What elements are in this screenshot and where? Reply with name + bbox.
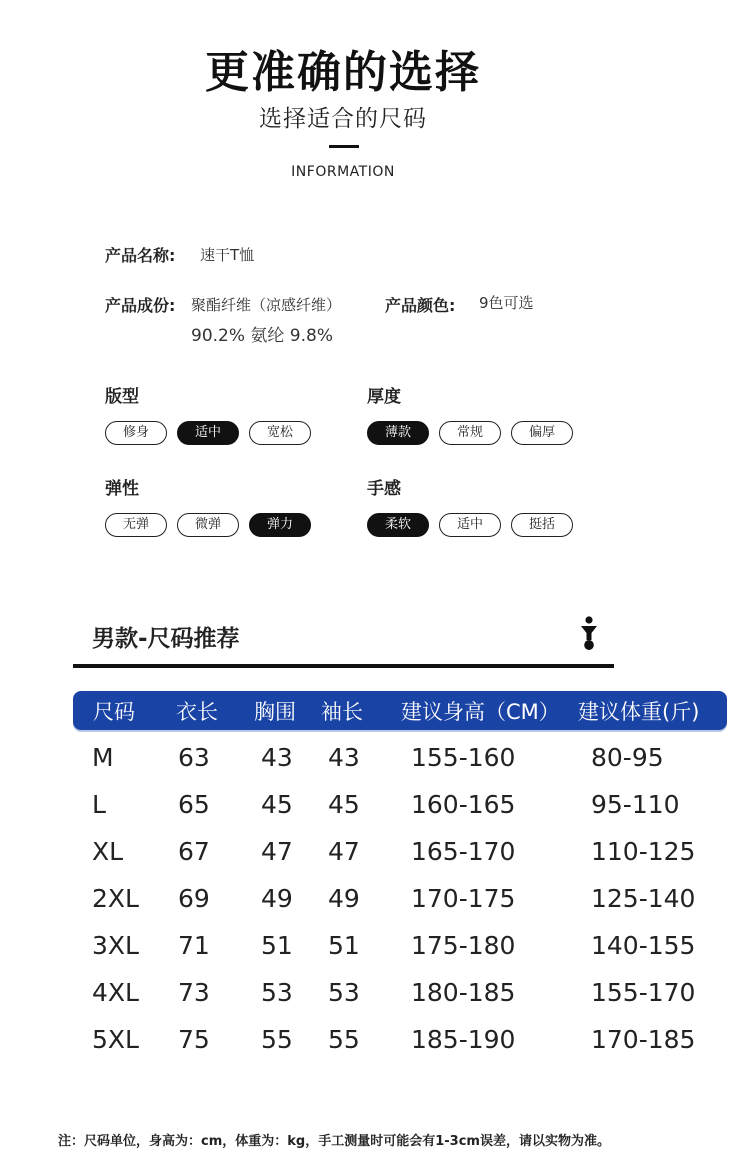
product-name-label: 产品名称: [105, 246, 176, 265]
cell-sleeve: 51 [328, 931, 360, 960]
cell-length: 73 [178, 978, 210, 1007]
header-weight: 建议体重(斤) [578, 700, 700, 724]
cell-chest: 53 [261, 978, 293, 1007]
product-color-label: 产品颜色: [385, 296, 456, 315]
pill-option: 偏厚 [511, 421, 573, 445]
product-material-label: 产品成份: [105, 296, 176, 315]
cell-sleeve: 55 [328, 1025, 360, 1054]
cell-height: 160-165 [411, 790, 516, 819]
size-chart-underline [73, 664, 614, 668]
size-chart-title: 男款-尺码推荐 [92, 626, 240, 652]
cell-chest: 47 [261, 837, 293, 866]
attr-title: 厚度 [367, 387, 401, 407]
cell-chest: 55 [261, 1025, 293, 1054]
cell-weight: 110-125 [591, 837, 696, 866]
cell-size: 5XL [92, 1025, 139, 1054]
cell-height: 185-190 [411, 1025, 516, 1054]
cell-length: 65 [178, 790, 210, 819]
pill-option: 适中 [439, 513, 501, 537]
header-sleeve: 袖长 [321, 700, 363, 724]
cell-weight: 155-170 [591, 978, 696, 1007]
table-row [0, 743, 750, 790]
product-name-value: 速干T恤 [200, 246, 255, 264]
cell-size: 2XL [92, 884, 139, 913]
page-subtitle: 选择适合的尺码 [259, 106, 427, 132]
pill-option: 无弹 [105, 513, 167, 537]
attr-title: 版型 [105, 387, 139, 407]
attr-group-elasticity [105, 474, 311, 537]
attr-group-thickness [367, 382, 573, 445]
cell-height: 170-175 [411, 884, 516, 913]
cell-size: 4XL [92, 978, 139, 1007]
cell-size: M [92, 743, 114, 772]
cell-size: L [92, 790, 106, 819]
table-row [0, 978, 750, 1025]
attr-group-feel [367, 474, 573, 537]
cell-chest: 45 [261, 790, 293, 819]
cell-weight: 80-95 [591, 743, 664, 772]
attr-title: 手感 [367, 479, 401, 499]
page-title: 更准确的选择 [205, 47, 481, 98]
pill-option-selected: 适中 [177, 421, 239, 445]
cell-sleeve: 43 [328, 743, 360, 772]
table-row [0, 1025, 750, 1072]
pill-option: 修身 [105, 421, 167, 445]
header-chest: 胸围 [254, 700, 296, 724]
pill-option: 微弹 [177, 513, 239, 537]
size-table-header [73, 691, 727, 730]
attr-group-fit [105, 382, 311, 445]
cell-chest: 51 [261, 931, 293, 960]
pill-option: 宽松 [249, 421, 311, 445]
cell-height: 165-170 [411, 837, 516, 866]
title-divider [329, 145, 359, 148]
product-material-value-line1: 聚酯纤维（凉感纤维） [191, 296, 342, 314]
pill-option-selected: 薄款 [367, 421, 429, 445]
table-row [0, 884, 750, 931]
cell-weight: 125-140 [591, 884, 696, 913]
header-height: 建议身高（CM） [401, 700, 560, 724]
cell-length: 67 [178, 837, 210, 866]
pill-option: 挺括 [511, 513, 573, 537]
cell-length: 63 [178, 743, 210, 772]
table-row [0, 790, 750, 837]
table-row [0, 931, 750, 978]
cell-length: 69 [178, 884, 210, 913]
person-icon [578, 616, 600, 652]
cell-chest: 49 [261, 884, 293, 913]
pill-option-selected: 柔软 [367, 513, 429, 537]
cell-sleeve: 53 [328, 978, 360, 1007]
product-color-value: 9色可选 [479, 294, 534, 312]
pill-option-selected: 弹力 [249, 513, 311, 537]
cell-length: 71 [178, 931, 210, 960]
cell-length: 75 [178, 1025, 210, 1054]
header-size: 尺码 [93, 700, 135, 724]
header-length: 衣长 [176, 700, 218, 724]
cell-sleeve: 45 [328, 790, 360, 819]
cell-size: XL [92, 837, 124, 866]
cell-height: 180-185 [411, 978, 516, 1007]
cell-weight: 140-155 [591, 931, 696, 960]
cell-height: 175-180 [411, 931, 516, 960]
footnote: 注：尺码单位，身高为：cm，体重为：kg，手工测量时可能会有1-3cm误差，请以实物为准。 [58, 1134, 610, 1149]
cell-weight: 95-110 [591, 790, 680, 819]
pill-option: 常规 [439, 421, 501, 445]
cell-height: 155-160 [411, 743, 516, 772]
table-row [0, 837, 750, 884]
cell-weight: 170-185 [591, 1025, 696, 1054]
information-label: INFORMATION [291, 164, 395, 180]
attr-title: 弹性 [105, 479, 139, 499]
cell-size: 3XL [92, 931, 139, 960]
cell-chest: 43 [261, 743, 293, 772]
cell-sleeve: 47 [328, 837, 360, 866]
cell-sleeve: 49 [328, 884, 360, 913]
product-material-value-line2: 90.2% 氨纶 9.8% [191, 326, 334, 346]
